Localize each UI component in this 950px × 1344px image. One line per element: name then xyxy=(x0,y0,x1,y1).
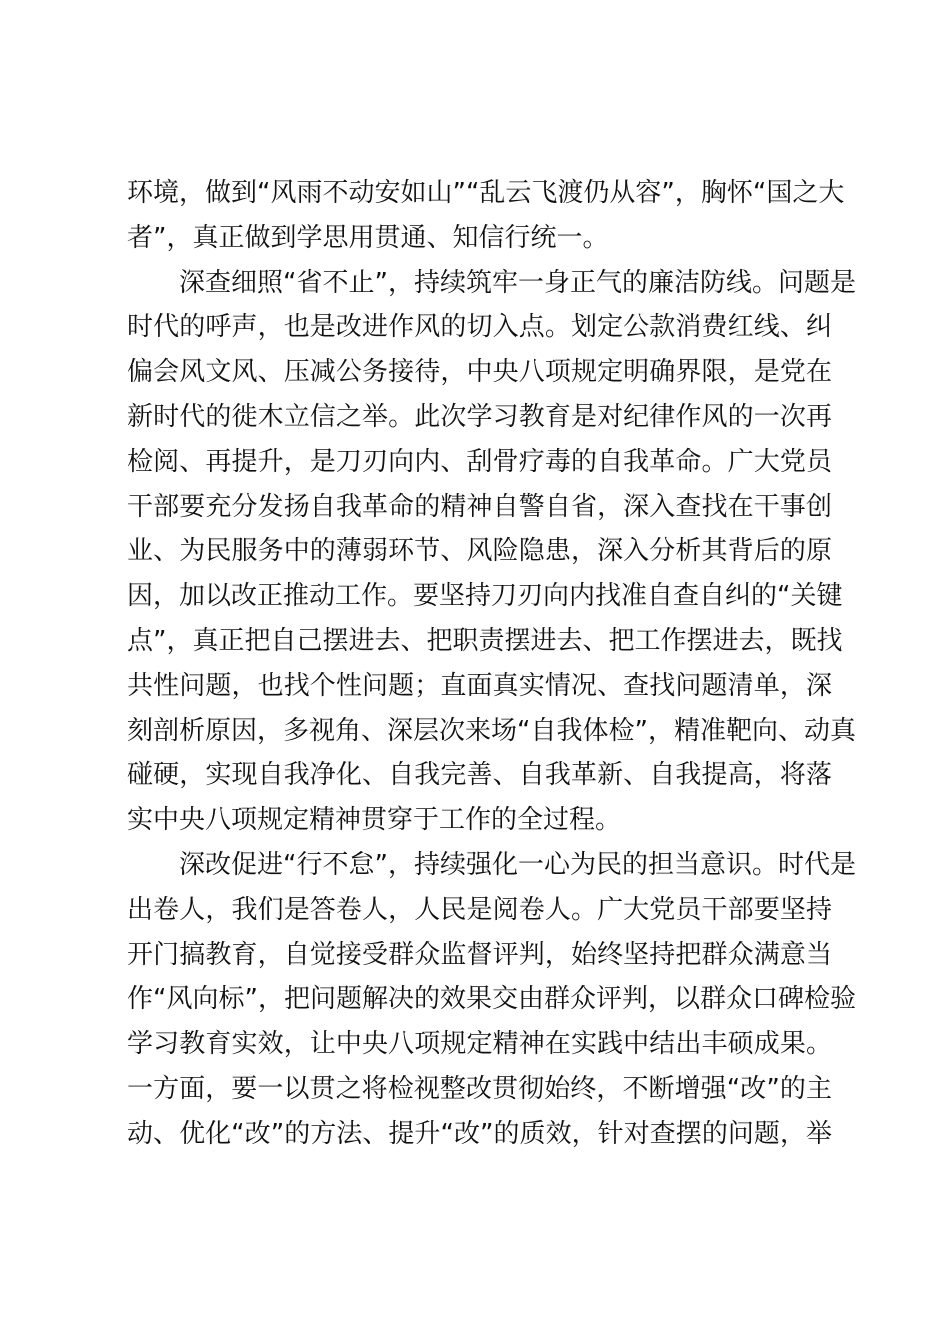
text-line: 深查细照“省不止”，持续筑牢一身正气的廉洁防线。问题是 xyxy=(179,267,856,298)
text-line: 者”，真正做到学思用贯通、知信行统一。 xyxy=(127,222,609,253)
text-line: 实中央八项规定精神贯穿于工作的全过程。 xyxy=(127,805,622,836)
text-line: 一方面，要一以贯之将检视整改贯彻始终，不断增强“改”的主 xyxy=(127,1073,832,1104)
text-line: 检阅、再提升，是刀刃向内、刮骨疗毒的自我革命。广大党员 xyxy=(127,446,832,477)
body-text xyxy=(127,171,856,1157)
text-line: 刻剖析原因，多视角、深层次来场“自我体检”，精准靶向、动真 xyxy=(127,715,856,746)
text-line: 新时代的徙木立信之举。此次学习教育是对纪律作风的一次再 xyxy=(127,401,832,432)
text-line: 点”，真正把自己摆进去、把职责摆进去、把工作摆进去，既找 xyxy=(127,625,843,656)
text-line: 碰硬，实现自我净化、自我完善、自我革新、自我提高，将落 xyxy=(127,760,832,791)
text-line: 因，加以改正推动工作。要坚持刀刃向内找准自查自纠的“关键 xyxy=(127,581,843,612)
text-line: 偏会风文风、压减公务接待，中央八项规定明确界限，是党在 xyxy=(127,357,832,388)
text-line: 作“风向标”，把问题解决的效果交由群众评判，以群众口碑检验 xyxy=(127,984,856,1015)
text-line: 动、优化“改”的方法、提升“改”的质效，针对查摆的问题，举 xyxy=(127,1118,832,1149)
text-line: 学习教育实效，让中央八项规定精神在实践中结出丰硕成果。 xyxy=(127,1029,832,1060)
text-line: 开门搞教育，自觉接受群众监督评判，始终坚持把群众满意当 xyxy=(127,939,832,970)
text-line: 时代的呼声，也是改进作风的切入点。划定公款消费红线、纠 xyxy=(127,312,832,343)
text-line: 出卷人，我们是答卷人，人民是阅卷人。广大党员干部要坚持 xyxy=(127,894,832,925)
text-line: 干部要充分发扬自我革命的精神自警自省，深入查找在干事创 xyxy=(127,491,832,522)
text-line: 深改促进“行不怠”，持续强化一心为民的担当意识。时代是 xyxy=(179,849,856,880)
text-line: 环境，做到“风雨不动安如山”“乱云飞渡仍从容”，胸怀“国之大 xyxy=(127,178,845,208)
text-line: 业、为民服务中的薄弱环节、风险隐患，深入分析其背后的原 xyxy=(127,536,832,567)
text-line: 共性问题，也找个性问题；直面真实情况、查找问题清单，深 xyxy=(127,670,832,701)
